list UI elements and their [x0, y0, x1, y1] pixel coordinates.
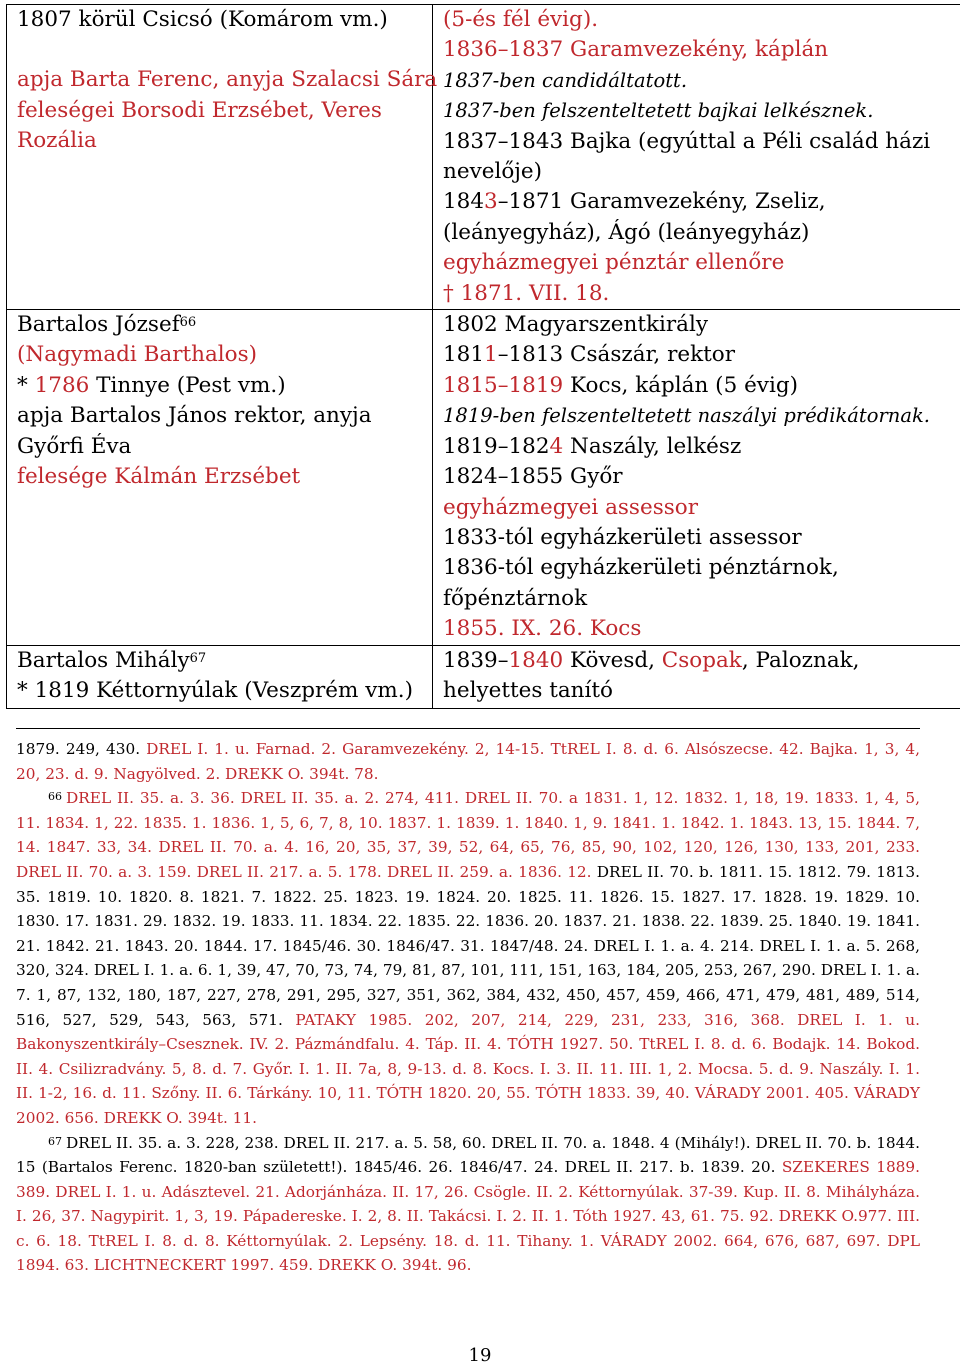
footnote-separator: [16, 728, 920, 729]
career-line: [443, 371, 960, 401]
footnote-67: [16, 1131, 920, 1279]
footnote-number: 67: [48, 1134, 62, 1148]
page-number: 19: [468, 1345, 492, 1366]
birth-line: [17, 371, 426, 401]
footnote-text: DREL II. 35. a. 3. 228, 238. DREL II. 217. a. 5. 58, 60. DREL II. 70. a. 1848. 4 (Mihály!). DREL II. 70. b. 1844. 15 (Bartalos Ferenc. 1820-ban született!). 1845/46. 26. 1846/47. 24. DREL II. 217. b. 1839. 20.: [16, 1133, 920, 1177]
career-line: 1802 Magyarszentkirály: [443, 312, 708, 338]
year-digit: 3: [484, 189, 498, 215]
footnote-number: 66: [48, 790, 62, 804]
death-line: † 1871. VII. 18.: [443, 280, 610, 306]
birth-year: 1786: [34, 372, 90, 398]
career-line: (leányegyház), Ágó (leányegyház): [443, 219, 810, 245]
footnote-text-red: DREL II. 35. a. 3. 36. DREL II. 35. a. 2. 274, 411. DREL II. 70. a 1831. 1, 12. 1832. 1, 18, 19. 1833. 1, 4, 5, 11. 1834. 1, 22. 1835. 1. 1836. 1, 5, 6, 7, 8, 10. 1837. 1. 1839. 1. 1840. 1, 9. 1841. 1. 1842. 1. 1843. 13, 15. 1844. 7, 14. 1847. 33, 34. DREL II. 70. a. 4. 16, 20, 35, 37, 39, 52, 64, 65, 76, 85, 90, 102, 120, 126, 130, 133, 201, 233. DREL II. 70. a. 3. 159. DREL II. 217. a. 5. 178. DREL II. 259. a. 1836. 12.: [16, 789, 920, 881]
footnote-65-cont: [16, 737, 920, 786]
person-cell-barta: [7, 5, 438, 310]
footnote-text: DREL II. 70. b. 1811. 15. 1812. 79. 1813. 35. 1819. 10. 1820. 8. 1821. 7. 1822. 25. 1823. 19. 1824. 20. 1825. 11. 1826. 15. 1827. 17. 1828. 19. 1829. 10. 1830. 17. 1831. 29. 1832. 19. 1833. 11. 1834. 22. 1835. 22. 1836. 20. 1837. 21. 1838. 22. 1839. 25. 1840. 19. 1841. 21. 1842. 21. 1843. 20. 1844. 17. 1845/46. 30. 1846/47. 31. 1847/48. 24. DREL I. 1. a. 4. 214. DREL I. 1. a. 5. 268, 320, 324. DREL I. 1. a. 6. 1, 39, 47, 70, 73, 74, 79, 81, 87, 101, 111, 151, 163, 184, 205, 253, 267, 290. DREL I. 1. a. 7. 1, 87, 132, 180, 187, 227, 278, 291, 295, 327, 351, 362, 384, 432, 450, 457, 459, 466, 471, 479, 481, 489, 514, 516, 527, 529, 543, 563, 571.: [16, 862, 920, 1029]
wives-line-cont: Rozália: [17, 128, 97, 154]
footnote-66: [16, 786, 920, 1130]
career-cell-bartalos-mihaly: [433, 645, 960, 708]
year-part: 184: [443, 189, 485, 215]
career-text: –1813 Császár, rektor: [497, 342, 735, 368]
career-note: 1837-ben candidáltatott.: [443, 68, 688, 92]
record-row-3: [7, 645, 960, 708]
year-red: 1840: [508, 647, 564, 673]
year-part: 181: [443, 342, 485, 368]
place-text: , Paloznak,: [741, 647, 860, 673]
parents-line: apja Barta Ferenc, anyja Szalacsi Sára: [17, 67, 438, 93]
career-note: 1819-ben felszenteltetett naszályi prédikátornak.: [443, 404, 930, 428]
place-text: Kövesd,: [563, 647, 662, 673]
career-line: egyházmegyei assessor: [443, 494, 698, 520]
record-row-2: [7, 310, 960, 645]
career-line: 1837–1843 Bajka (egyúttal a Péli család házi: [443, 128, 931, 154]
records-table: [6, 4, 960, 709]
footnote-ref: 67: [189, 650, 207, 666]
person-cell-bartalos-jozsef: [7, 310, 433, 645]
career-line: [443, 432, 960, 462]
career-line: főpénztárnok: [443, 585, 588, 611]
wife-line: felesége Kálmán Erzsébet: [17, 464, 301, 490]
person-name: [17, 646, 426, 676]
career-cell-barta: [433, 5, 960, 310]
footnote-ref: 66: [179, 315, 197, 331]
record-row-1: [7, 5, 960, 310]
alias-line: [17, 340, 426, 370]
year-part: 1819–182: [443, 433, 550, 459]
place-red: Csopak: [661, 647, 742, 673]
career-cell-bartalos-jozsef: [433, 310, 960, 645]
birth-line: * 1819 Kéttornyúlak (Veszprém vm.): [17, 677, 414, 703]
birth-star: *: [17, 372, 35, 398]
career-line: 1824–1855 Győr: [443, 464, 623, 490]
footnote-text: 1879. 249, 430.: [16, 740, 147, 758]
career-line: [443, 187, 960, 217]
birth-place: Tinnye (Pest vm.): [89, 372, 286, 398]
year-digit: 4: [549, 433, 564, 459]
career-text: Kocs, káplán (5 évig): [563, 372, 798, 398]
name-text: Bartalos József: [17, 312, 180, 338]
wives-line: feleségei Borsodi Erzsébet, Veres: [17, 97, 382, 123]
career-line: 1836–1837 Garamvezekény, káplán: [443, 37, 829, 63]
career-line: helyettes tanító: [443, 677, 613, 703]
career-note: 1837-ben felszenteltetett bajkai lelkésznek.: [443, 99, 874, 123]
death-line: 1855. IX. 26. Kocs: [443, 616, 642, 642]
year-range: 1815–1819: [443, 372, 564, 398]
career-line: egyházmegyei pénztár ellenőre: [443, 250, 785, 276]
career-line: [443, 646, 960, 676]
footnotes: [16, 737, 920, 1278]
person-cell-bartalos-mihaly: [7, 645, 433, 708]
career-line: 1833-tól egyházkerületi assessor: [443, 524, 802, 550]
footnote-text-red: SZEKERES 1889. 389. DREL I. 1. u. Adásztevel. 21. Adorjánháza. II. 17, 26. Csögle. II. 2. Kéttornyúlak. 37-39. Kup. II. 8. Mihályháza. I. 26, 37. Nagypirit. 1, 3, 19. Pápadereske. I. 2, 8. II. Takácsi. I. 2. II. 1. Tóth 1927. 43, 61. 75. 92. DREKK O.977. III. c. 6. 18. TtREL I. 8. d. 8. Kéttornyúlak. 2. Lepsény. 18. d. 11. Tihany. 1. VÁRADY 2002. 664, 676, 687, 697. DPL 1894. 63. LICHTNECKERT 1997. 459. DREKK O. 394t. 96.: [16, 1158, 921, 1275]
name-text: Bartalos Mihály: [17, 647, 190, 673]
parents-line-cont: Győrfi Éva: [17, 433, 132, 459]
year-digit: 1: [484, 342, 498, 368]
year-part: 1839–: [443, 647, 509, 673]
career-line: (5-és fél évig).: [443, 7, 599, 32]
career-line: nevelője): [443, 159, 543, 185]
footnote-text-red: PATAKY 1985. 202, 207, 214, 229, 231, 233, 316, 368. DREL I. 1. u. Bakonyszentkirály–Csesznek. IV. 2. Pázmándfalu. 4. Táp. II. 4. TÓTH 1927. 50. TtREL I. 8. d. 6. Bodajk. 14. Bokod. II. 4. Csilizradvány. 5, 8. d. 7. Győr. I. 1. II. 7a, 8, 9-13. d. 8. Kocs. I. 3. II. 11. III. 1, 2. Mocsa. 5. d. 9. Naszály. I. 1. II. 1-2, 16. d. 11. Szőny. II. 6. Tárkány. 10, 11. TÓTH 1820. 20, 55. TÓTH 1833. 39, 40. VÁRADY 2001. 405. VÁRADY 2002. 656. DREKK O. 394t. 11.: [16, 1010, 920, 1127]
career-text: –1871 Garamvezekény, Zseliz,: [497, 189, 826, 215]
career-line: [443, 340, 960, 370]
parents-line: apja Bartalos János rektor, anyja: [17, 403, 372, 429]
footnote-text-red: DREL I. 1. u. Farnad. 2. Garamvezekény. 2, 14-15. TtREL I. 8. d. 6. Alsószecse. 42. Bajka. 1, 3, 4, 20, 23. d. 9. Nagyölved. 2. DREKK O. 394t. 78.: [16, 740, 921, 783]
alias-text: (Nagymadi Barthalos): [17, 342, 258, 368]
person-name: [17, 310, 426, 340]
birth-line: 1807 körül Csicsó (Komárom vm.): [17, 7, 388, 32]
career-text: Naszály, lelkész: [563, 433, 742, 459]
career-line: 1836-tól egyházkerületi pénztárnok,: [443, 555, 839, 581]
